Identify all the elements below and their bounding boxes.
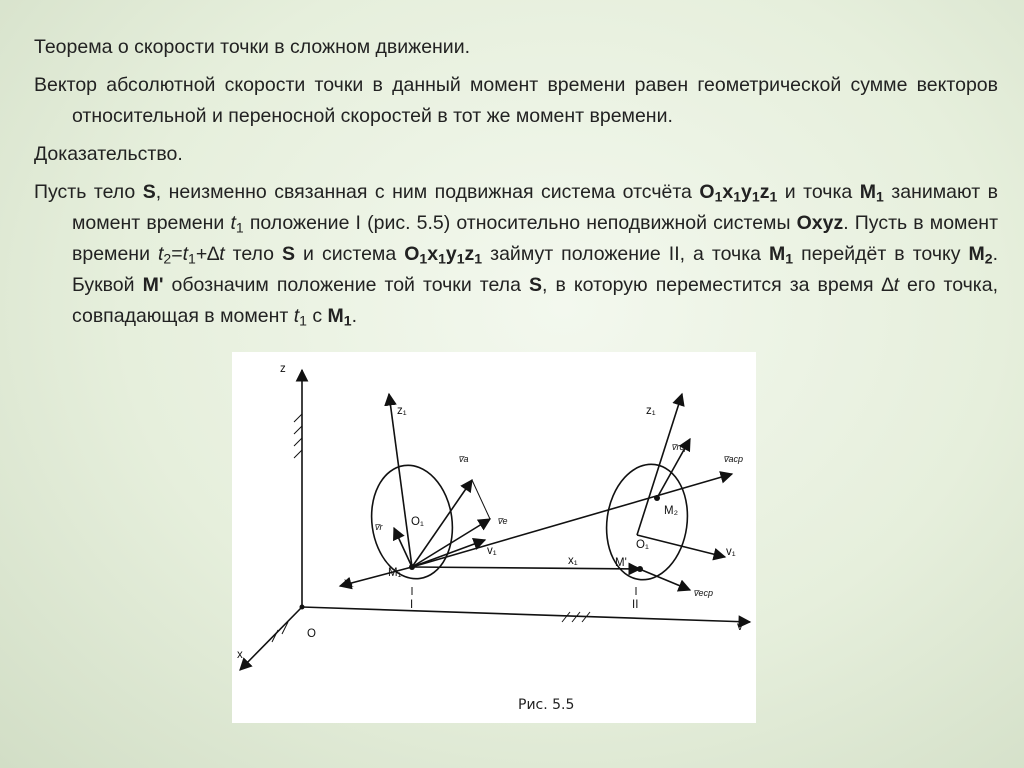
label-vr-cp: v̅rcp (672, 442, 690, 452)
label-vr: v̅r (375, 522, 383, 532)
label-va-cp: v̅acp (724, 454, 744, 464)
label-origin: O (307, 628, 316, 640)
label-z1-1: z₁ (397, 405, 407, 417)
label-ve-cp: v̅ecp (694, 588, 714, 598)
label-position-2: II (632, 599, 639, 611)
label-x1-1: x₁ (344, 577, 354, 589)
figure-5-5 (232, 352, 756, 723)
body-position-2 (599, 459, 694, 585)
axis-x (240, 607, 302, 670)
theorem-title: Теорема о скорости точки в сложном движении. (34, 36, 471, 58)
proof-heading: Доказательство. (34, 143, 183, 165)
parallelogram-1 (472, 480, 490, 519)
label-O1-2: O₁ (636, 539, 649, 551)
label-z1-2: z₁ (646, 405, 656, 417)
label-va: v̅a (459, 454, 469, 464)
label-v1-1: v₁ (487, 545, 497, 557)
v1-axis-2 (637, 535, 725, 557)
label-position-1: I (410, 599, 414, 611)
segment-m1-mprime (412, 567, 640, 569)
label-v1-2: v₁ (726, 546, 736, 558)
proof-paragraph: Пусть тело S, неизменно связанная с ним подвижная система отсчёта $O_1x_1y_1z_1$ и точка $M_1$ занимают в момент времени $t_1$ положение I (рис. 5.5) относительно неподвижной системы Oxyz. Пусть в момент времени $t_2=t_1+\Delta t$ тело S и система $O_1x_1y_1z_1$ займут положение II, а точка $M_1$ перейдёт в точку $M_2$. Буквой M' обозначим положение той точки тела S, в которую переместится за время ∆t его точка, совпадающая в момент $t_1$ с $M_1$. (34, 181, 998, 329)
point-M2 (654, 495, 660, 501)
diagram (232, 352, 756, 723)
label-M1: M₁ (388, 567, 402, 579)
label-x1-2: x₁ (568, 555, 578, 567)
label-x: x (237, 649, 243, 661)
label-O1-1: O₁ (411, 516, 424, 528)
trajectory-m1-m2 (412, 474, 732, 567)
point-M1 (409, 564, 415, 570)
label-ve: v̅e (498, 516, 508, 526)
slide-text (34, 32, 998, 339)
label-z: z (280, 363, 286, 375)
label-Mprime: M' (615, 557, 627, 569)
axis-y (302, 607, 750, 622)
figure-caption: Рис. 5.5 (518, 697, 575, 713)
label-v: v (737, 621, 743, 633)
theorem-statement: Вектор абсолютной скорости точки в данный момент времени равен геометрической сумме векторов относительной и переносной скоростей в тот же момент времени. (34, 74, 998, 127)
origin-point (300, 605, 305, 610)
point-Mprime (637, 566, 643, 572)
label-M2: M₂ (664, 505, 679, 517)
